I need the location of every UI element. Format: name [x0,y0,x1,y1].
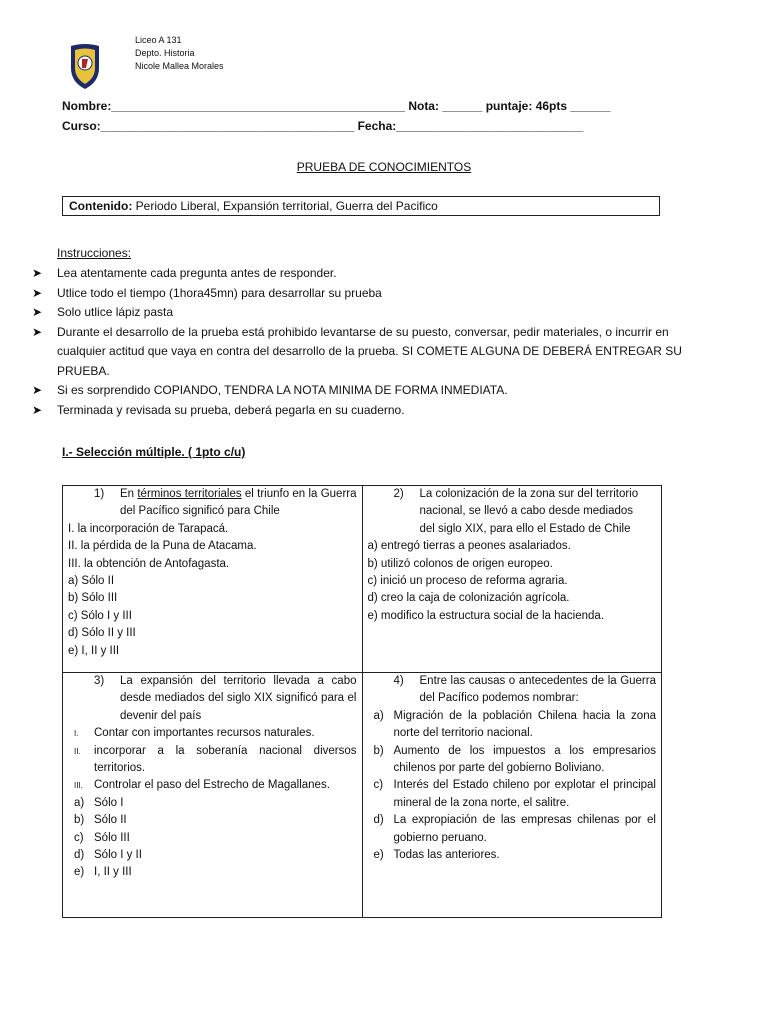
statement: III. la obtención de Antofagasta. [68,557,230,570]
arrow-bullet-icon: ➤ [32,266,43,280]
instructions-list [32,264,702,420]
answer-option: d) Sólo I y II [74,849,142,862]
header-block [135,34,224,73]
content-text: Periodo Liberal, Expansión territorial, Guerra del Pacifico [132,199,438,213]
question-3: 3) La expansión del territorio llevada a cabo desde mediados del siglo XIX significó para el devenir del país I. Contar con importantes recursos naturales. II. incorporar a la soberanía nacional diversos territorios. III. Controlar el paso del Estrecho de Magallanes. a) Sólo I b) Sólo II c) Sólo III d) Sólo I y II e) I, II y III [63,673,363,918]
answer-option: a) Sólo I [74,796,124,809]
answer-option: e) I, II y III [74,866,132,879]
instruction-item: ➤ Lea atentamente cada pregunta antes de responder. [32,264,702,284]
answer-option: a) entregó tierras a peones asalariados. [367,540,571,553]
statement: I. la incorporación de Tarapacá. [68,522,229,535]
answer-option: d) Sólo II y III [68,627,136,640]
arrow-bullet-icon: ➤ [32,285,43,300]
statement: I. Contar con importantes recursos naturales. [74,727,315,740]
answer-option: b) Sólo II [74,814,127,827]
instruction-item: ➤ Terminada y revisada su prueba, deberá pegarla en su cuaderno. [32,401,702,421]
arrow-bullet-icon: ➤ [32,383,43,397]
name-grade-fields: Nombre:____________________________________________ Nota: ______ puntaje: 46pts ______ [62,99,611,113]
answer-option: c) Sólo III [74,831,130,844]
arrow-bullet-icon: ➤ [32,324,43,339]
instruction-item: ➤ Solo utlice lápiz pasta [32,303,702,323]
course-date-fields: Curso:______________________________________ Fecha:____________________________ [62,119,584,133]
answer-option: c) inició un proceso de reforma agraria. [367,575,568,588]
statement: II. la pérdida de la Puna de Atacama. [68,540,257,553]
instruction-item: ➤ Si es sorprendido COPIANDO, TENDRA LA NOTA MINIMA DE FORMA INMEDIATA. [32,381,702,401]
section-heading: I.- Selección múltiple. ( 1pto c/u) [62,445,246,459]
answer-option: b) Aumento de los impuestos a los empresarios chilenos por parte del gobierno Boliviano. [373,744,656,775]
answer-option: d) La expropiación de las empresas chilenas por el gobierno peruano. [373,814,656,844]
answer-option: e) I, II y III [68,644,120,657]
question-2: 2) La colonización de la zona sur del territorio nacional, se llevó a cabo desde mediados del siglo XIX, para ello el Estado de Chile a) entregó tierras a peones asalariados. b) utilizó colonos de origen europeo. c) inició un proceso de reforma agraria. d) creo la caja de colonización agrícola. e) modifico la estructura social de la hacienda. [362,486,662,673]
answer-option: c) Sólo I y III [68,609,132,622]
department-name: Depto. Historia [135,48,195,58]
school-crest-logo [68,42,102,90]
teacher-name: Nicole Mallea Morales [135,61,224,71]
question-4: 4) Entre las causas o antecedentes de la Guerra del Pacífico podemos nombrar: a) Migración de la población Chilena hacia la zona norte del territorio nacional. b) Aumento de los impuestos a los empresarios chilenos por parte del gobierno Boliviano. c) Interés del Estado chileno por explotar el principal mineral de la zona norte, el salitre. d) La expropiación de las empresas chilenas por el gobierno peruano. e) Todas las anteriores. [362,673,662,918]
answer-option: b) utilizó colonos de origen europeo. [367,557,553,570]
answer-option: b) Sólo III [68,592,118,605]
instruction-item: ➤ Durante el desarrollo de la prueba está prohibido levantarse de su puesto, conversar, pedir materiales, o incurrir en cualquier actitud que vaya en contra del desarrollo de la prueba. SI COMETE ALGUNA DE DEBERÁ ENTREGAR SU PRUEBA. [32,324,682,378]
answer-option: a) Migración de la población Chilena hacia la zona norte del territorio nacional. [373,709,656,740]
answer-option: c) Interés del Estado chileno por explotar el principal mineral de la zona norte, el salitre. [373,779,656,809]
statement: II. incorporar a la soberanía nacional diversos territorios. [74,744,357,775]
answer-option: e) modifico la estructura social de la hacienda. [367,609,605,622]
answer-option: d) creo la caja de colonización agrícola. [367,592,570,605]
answer-option: e) Todas las anteriores. [373,849,500,862]
school-name: Liceo A 131 [135,35,182,45]
page-title: PRUEBA DE CONOCIMIENTOS [296,160,472,174]
instructions-title: Instrucciones: [57,246,132,260]
statement: III. Controlar el paso del Estrecho de Magallanes. [74,779,330,792]
question-1: 1) En términos territoriales el triunfo en la Guerra del Pacífico significó para Chile I. la incorporación de Tarapacá. II. la pérdida de la Puna de Atacama. III. la obtención de Antofagasta. a) Sólo II b) Sólo III c) Sólo I y III d) Sólo II y III e) I, II y III [63,486,363,673]
arrow-bullet-icon: ➤ [32,305,43,319]
content-box [62,196,660,216]
answer-option: a) Sólo II [68,575,115,588]
questions-table [62,485,662,918]
content-label: Contenido: [69,199,133,213]
arrow-bullet-icon: ➤ [32,402,43,417]
instruction-item: ➤ Utlice todo el tiempo (1hora45mn) para desarrollar su prueba [32,284,702,304]
